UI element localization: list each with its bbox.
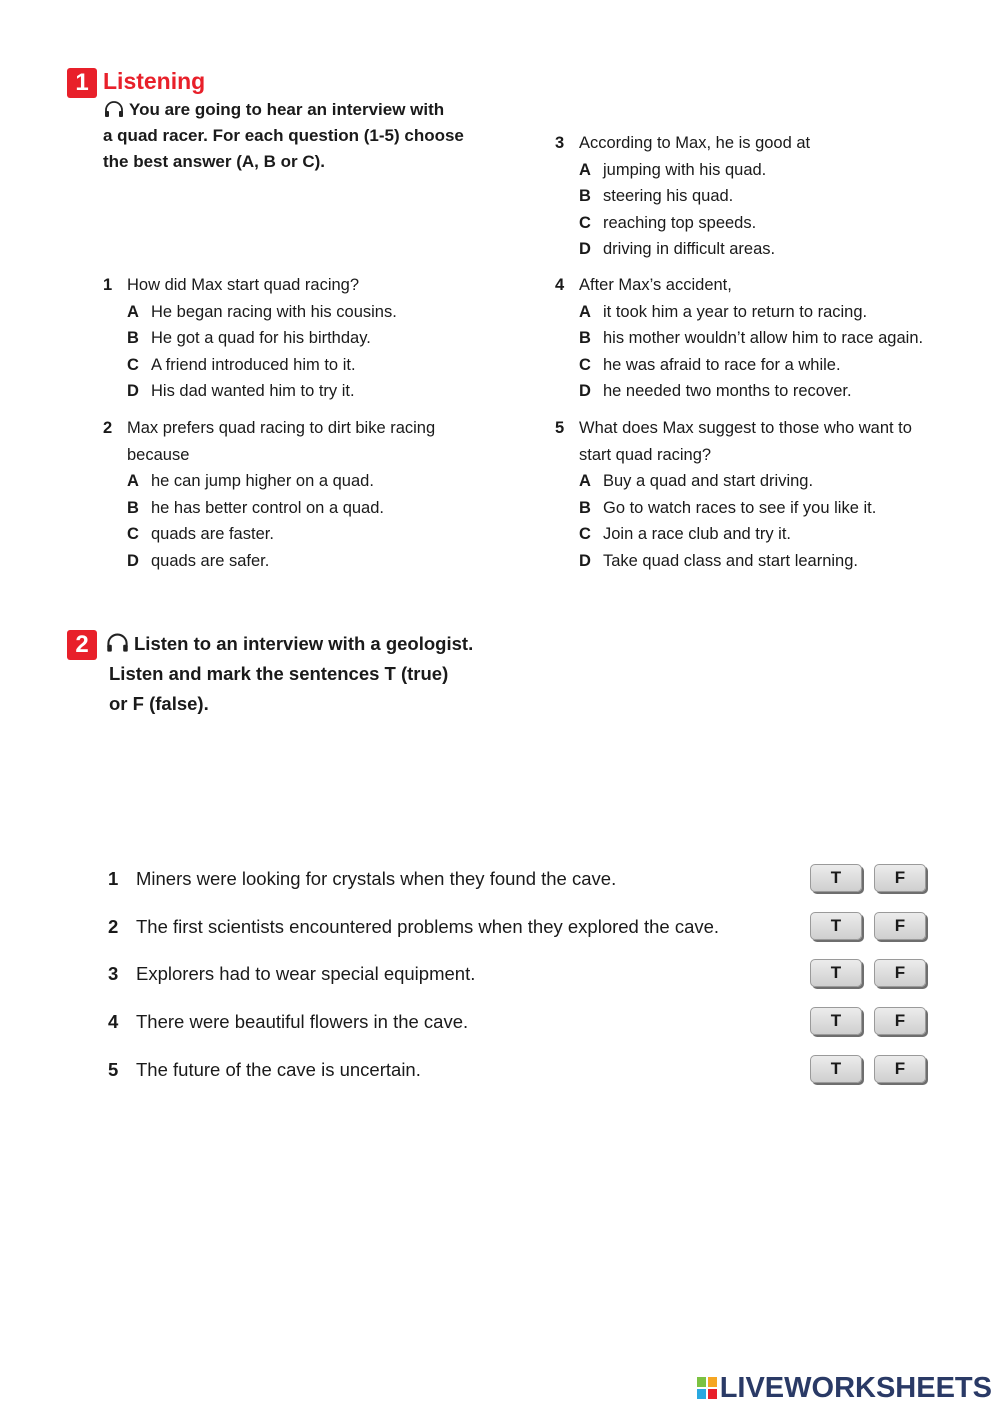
statement-row: 4 There were beautiful flowers in the cave. T F xyxy=(108,1007,938,1037)
option-1b[interactable]: B He got a quad for his birthday. xyxy=(127,329,371,347)
section-2-instructions xyxy=(105,629,545,719)
instruction-line: or F (false). xyxy=(109,693,209,714)
option-1c[interactable]: C A friend introduced him to it. xyxy=(127,355,356,374)
option-2a[interactable]: A he can jump higher on a quad. xyxy=(127,472,374,490)
option-3c[interactable]: C reaching top speeds. xyxy=(579,213,757,232)
false-button[interactable]: F xyxy=(874,1055,926,1083)
option-5a[interactable]: A Buy a quad and start driving. xyxy=(579,472,814,490)
section-1-instructions xyxy=(103,97,503,175)
true-button[interactable]: T xyxy=(810,912,862,940)
true-button[interactable]: T xyxy=(810,864,862,892)
false-button[interactable]: F xyxy=(874,959,926,987)
option-2d[interactable]: D quads are safer. xyxy=(127,551,270,570)
section-1-number-badge: 1 xyxy=(67,68,97,98)
question-1: 1 How did Max start quad racing? A He began racing with his cousins. B He got a quad for his birthday. C A friend introduced him to it. D His dad wanted him to try it. xyxy=(103,272,397,405)
liveworksheets-logo[interactable]: LIVEWORKSHEETS xyxy=(697,1372,992,1405)
false-button[interactable]: F xyxy=(874,1007,926,1035)
section-1-title: Listening xyxy=(103,68,206,94)
option-5b[interactable]: B Go to watch races to see if you like it. xyxy=(579,498,877,517)
option-5d[interactable]: D Take quad class and start learning. xyxy=(579,551,858,570)
question-5: 5 What does Max suggest to those who want to start quad racing? A Buy a quad and start driving. B Go to watch races to see if you like it. C Join a race club and try it. D Take quad class and start learning. xyxy=(555,415,912,574)
option-1a[interactable]: A He began racing with his cousins. xyxy=(127,302,397,321)
statement-row: 3 Explorers had to wear special equipment. T F xyxy=(108,959,938,989)
headphones-icon xyxy=(103,100,125,118)
option-4b[interactable]: B his mother wouldn’t allow him to race again. xyxy=(579,329,924,347)
statement-row: 1 Miners were looking for crystals when they found the cave. T F xyxy=(108,864,938,894)
statement-row: 2 The first scientists encountered problems when they explored the cave. T F xyxy=(108,912,938,942)
true-button[interactable]: T xyxy=(810,1007,862,1035)
statement-row: 5 The future of the cave is uncertain. T F xyxy=(108,1055,938,1085)
option-3d[interactable]: D driving in difficult areas. xyxy=(579,240,776,258)
headphones-icon xyxy=(105,632,130,653)
liveworksheets-logo-icon xyxy=(697,1377,717,1399)
instruction-line: a quad racer. For each question (1-5) choose xyxy=(103,126,464,145)
option-4d[interactable]: D he needed two months to recover. xyxy=(579,382,852,400)
option-2c[interactable]: C quads are faster. xyxy=(127,525,274,543)
question-3: 3 According to Max, he is good at A jumping with his quad. B steering his quad. C reaching top speeds. D driving in difficult areas. xyxy=(555,130,810,263)
option-3a[interactable]: A jumping with his quad. xyxy=(579,160,767,179)
section-2-number-badge: 2 xyxy=(67,630,97,660)
option-4a[interactable]: A it took him a year to return to racing. xyxy=(579,302,868,321)
instruction-line: You are going to hear an interview with xyxy=(103,97,503,123)
true-button[interactable]: T xyxy=(810,1055,862,1083)
option-5c[interactable]: C Join a race club and try it. xyxy=(579,525,792,543)
instruction-line: the best answer (A, B or C). xyxy=(103,152,325,171)
option-1d[interactable]: D His dad wanted him to try it. xyxy=(127,382,355,400)
false-button[interactable]: F xyxy=(874,864,926,892)
option-3b[interactable]: B steering his quad. xyxy=(579,187,734,205)
instruction-line: Listen and mark the sentences T (true) xyxy=(109,663,449,684)
false-button[interactable]: F xyxy=(874,912,926,940)
true-button[interactable]: T xyxy=(810,959,862,987)
question-4: 4 After Max’s accident, A it took him a year to return to racing. B his mother wouldn’t allow him to race again. C he was afraid to race for a while. D he needed two months to recover. xyxy=(555,272,923,405)
option-4c[interactable]: C he was afraid to race for a while. xyxy=(579,355,841,374)
option-2b[interactable]: B he has better control on a quad. xyxy=(127,498,384,517)
instruction-line: Listen to an interview with a geologist. xyxy=(105,629,545,659)
question-2: 2 Max prefers quad racing to dirt bike racing because A he can jump higher on a quad. B he has better control on a quad. C quads are faster. D quads are safer. xyxy=(103,415,435,574)
